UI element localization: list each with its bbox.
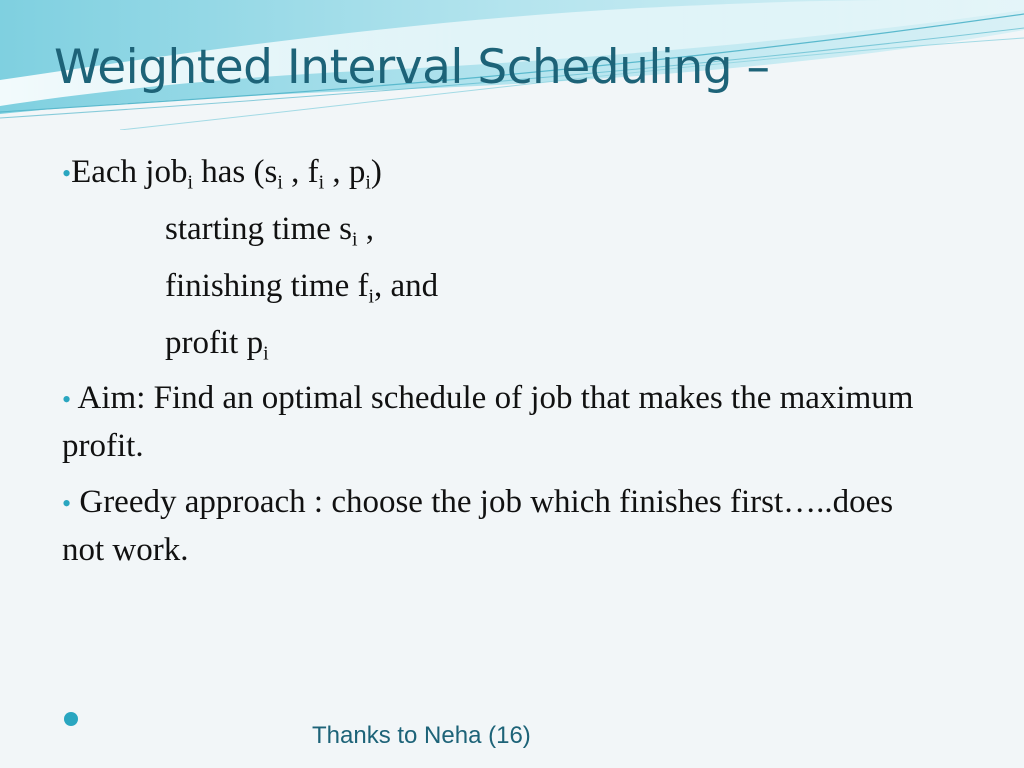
bullet-aim bbox=[62, 375, 942, 469]
job-text: Each job bbox=[71, 154, 188, 190]
starting-time-line bbox=[165, 209, 374, 249]
job-text: , p bbox=[324, 154, 366, 190]
slide-title: Weighted Interval Scheduling – bbox=[54, 40, 770, 95]
finish-text: finishing time f bbox=[165, 268, 369, 304]
job-text: has (s bbox=[192, 154, 278, 190]
profit-line bbox=[165, 323, 269, 363]
start-text: starting time s bbox=[165, 211, 352, 247]
job-text: ) bbox=[370, 154, 382, 190]
finishing-time-line bbox=[165, 266, 438, 306]
bullet-icon: • bbox=[62, 385, 72, 414]
subscript: i bbox=[187, 171, 193, 194]
footer-credit: Thanks to Neha (16) bbox=[312, 722, 531, 749]
subscript: i bbox=[368, 285, 374, 308]
subscript: i bbox=[263, 342, 269, 365]
bullet-icon: • bbox=[62, 159, 72, 188]
bullet-greedy bbox=[62, 479, 942, 573]
empty-bullet-icon bbox=[64, 712, 78, 726]
subscript: i bbox=[365, 171, 371, 194]
finish-text: , and bbox=[373, 268, 439, 304]
aim-text: Aim: Find an optimal schedule of job that makes the maximum profit. bbox=[62, 380, 914, 464]
greedy-text: Greedy approach : choose the job which finishes first…..does not work. bbox=[62, 484, 894, 568]
profit-text: profit p bbox=[165, 325, 264, 361]
subscript: i bbox=[351, 228, 358, 251]
start-text: , bbox=[357, 211, 374, 247]
job-text: , f bbox=[282, 154, 319, 190]
subscript: i bbox=[318, 171, 325, 194]
bullet-job-definition bbox=[62, 152, 382, 194]
bullet-icon: • bbox=[62, 489, 72, 518]
subscript: i bbox=[277, 171, 283, 194]
